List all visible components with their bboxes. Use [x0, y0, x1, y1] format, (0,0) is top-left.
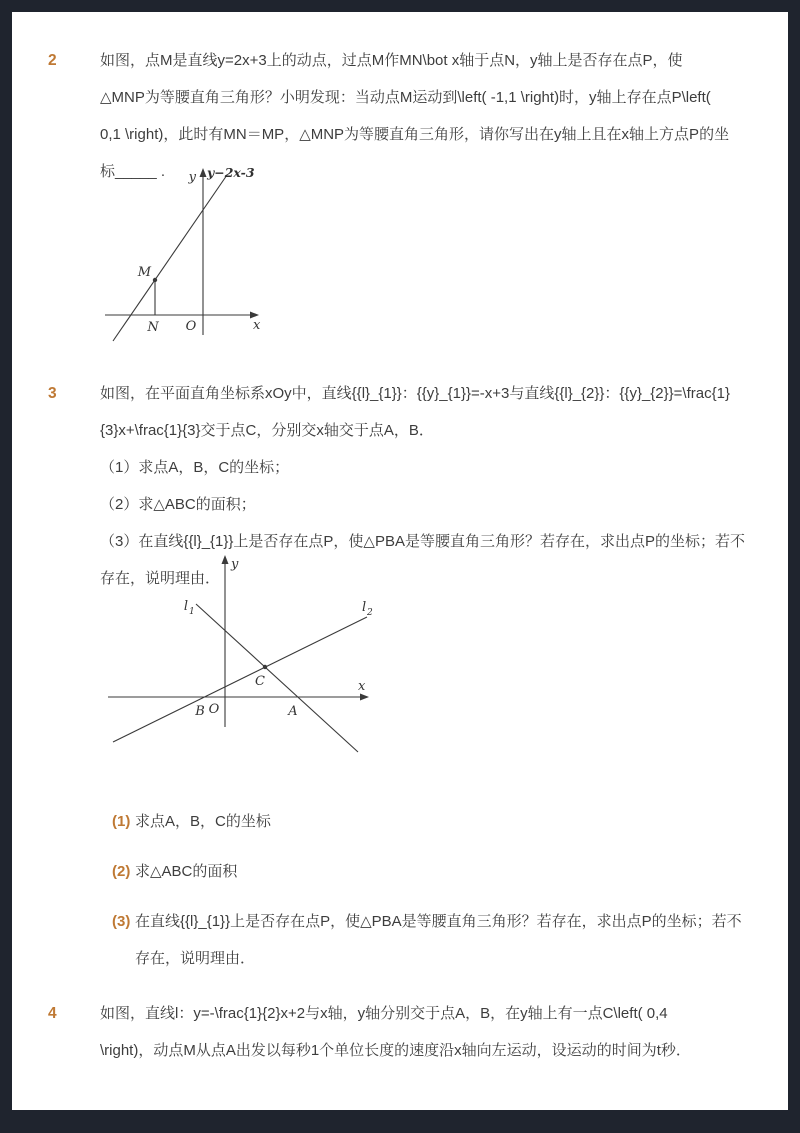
subquestion-2-label: (2) — [112, 863, 131, 880]
question-3-line-3: （1）求点A，B，C的坐标； — [100, 459, 290, 476]
subquestion-2-text: 求△ABC的面积 — [135, 863, 238, 880]
question-2-line-3: 0,1 \right)，此时有MN＝MP，△MNP为等腰直角三角形，请你写出在y轴上且在x轴上方点P的坐 — [100, 126, 730, 143]
line-l1-label: l — [183, 599, 188, 614]
line-l2 — [113, 617, 367, 742]
y-axis-arrow — [200, 168, 207, 177]
point-a-label: A — [288, 704, 298, 719]
x-axis-label: x — [253, 318, 261, 333]
y-axis-label: y — [188, 170, 196, 185]
subquestion-1-label: (1) — [112, 813, 131, 830]
question-3-line-1: 如图，在平面直角坐标系xOy中，直线{{l}_{1}}：{{y}_{1}}=-x+3与直线{{l}_{2}}：{{y}_{2}}=\frac{1} — [100, 385, 730, 402]
subquestion-3-text-line-2: 存在，说明理由． — [135, 950, 256, 967]
question-3-line-2: {3}x+\frac{1}{3}交于点C，分别交x轴交于点A，B． — [100, 422, 434, 439]
subquestion-2 — [112, 853, 762, 890]
point-c-dot — [263, 665, 267, 669]
question-4-text — [100, 995, 762, 1069]
x-axis-arrow — [360, 694, 369, 701]
point-c-label: C — [255, 674, 265, 689]
point-m-label: M — [137, 265, 151, 280]
line-l1-subscript: 1 — [189, 607, 195, 617]
question-3-number: 3 — [48, 385, 57, 402]
question-2-figure — [103, 165, 273, 353]
question-2-line-1: 如图，点M是直线y=2x+3上的动点，过点M作MN\bot x轴于点N，y轴上是否存在点P，使 — [100, 52, 683, 69]
point-n-label: N — [147, 320, 159, 335]
subquestion-2-text-wrap — [135, 853, 762, 890]
y-axis-label: y — [231, 557, 239, 572]
question-2-line-4: 标_____ . — [100, 163, 166, 180]
subquestion-3-text-wrap — [135, 903, 762, 977]
document-page — [12, 12, 788, 1110]
question-3-figure — [108, 552, 378, 782]
point-m-dot — [153, 278, 157, 282]
y-axis-arrow — [222, 555, 229, 564]
question-2-number: 2 — [48, 52, 57, 69]
subquestion-3-text-line-1: 在直线{{l}_{1}}上是否存在点P，使△PBA是等腰直角三角形？若存在，求出点P的坐标；若不 — [135, 913, 742, 930]
origin-label: O — [208, 702, 220, 717]
question-4-line-1: 如图，直线l：y=-\frac{1}{2}x+2与x轴，y轴分别交于点A，B，在y轴上有一点C\left( 0,4 — [100, 1005, 668, 1022]
question-3-line-4: （2）求△ABC的面积； — [100, 496, 256, 513]
subquestion-1-text: 求点A，B，C的坐标 — [135, 813, 271, 830]
origin-label: O — [185, 319, 197, 334]
question-3-line-6: 存在，说明理由． — [100, 570, 221, 587]
subquestion-1-text-wrap — [135, 803, 762, 840]
question-4-line-2: \right)，动点M从点A出发以每秒1个单位长度的速度沿x轴向左运动，设运动的时间为t秒． — [100, 1042, 691, 1059]
question-3-subitems — [112, 803, 762, 990]
line-l1 — [196, 604, 358, 752]
subquestion-3-label: (3) — [112, 913, 131, 930]
graph-line — [113, 175, 227, 341]
line-equation-label: y−2x-3 — [207, 165, 255, 180]
subquestion-1 — [112, 803, 762, 840]
line-l2-label: l — [362, 600, 367, 615]
x-axis-label: x — [358, 679, 366, 694]
question-3-line-5: （3）在直线{{l}_{1}}上是否存在点P，使△PBA是等腰直角三角形？若存在，求出点P的坐标；若不 — [100, 533, 745, 550]
line-l2-subscript: 2 — [367, 608, 373, 618]
point-b-label: B — [195, 704, 205, 719]
subquestion-3 — [112, 903, 762, 977]
question-2-line-2: △MNP为等腰直角三角形？小明发现：当动点M运动到\left( -1,1 \right)时，y轴上存在点P\left( — [100, 89, 711, 106]
question-4-number: 4 — [48, 1005, 57, 1022]
